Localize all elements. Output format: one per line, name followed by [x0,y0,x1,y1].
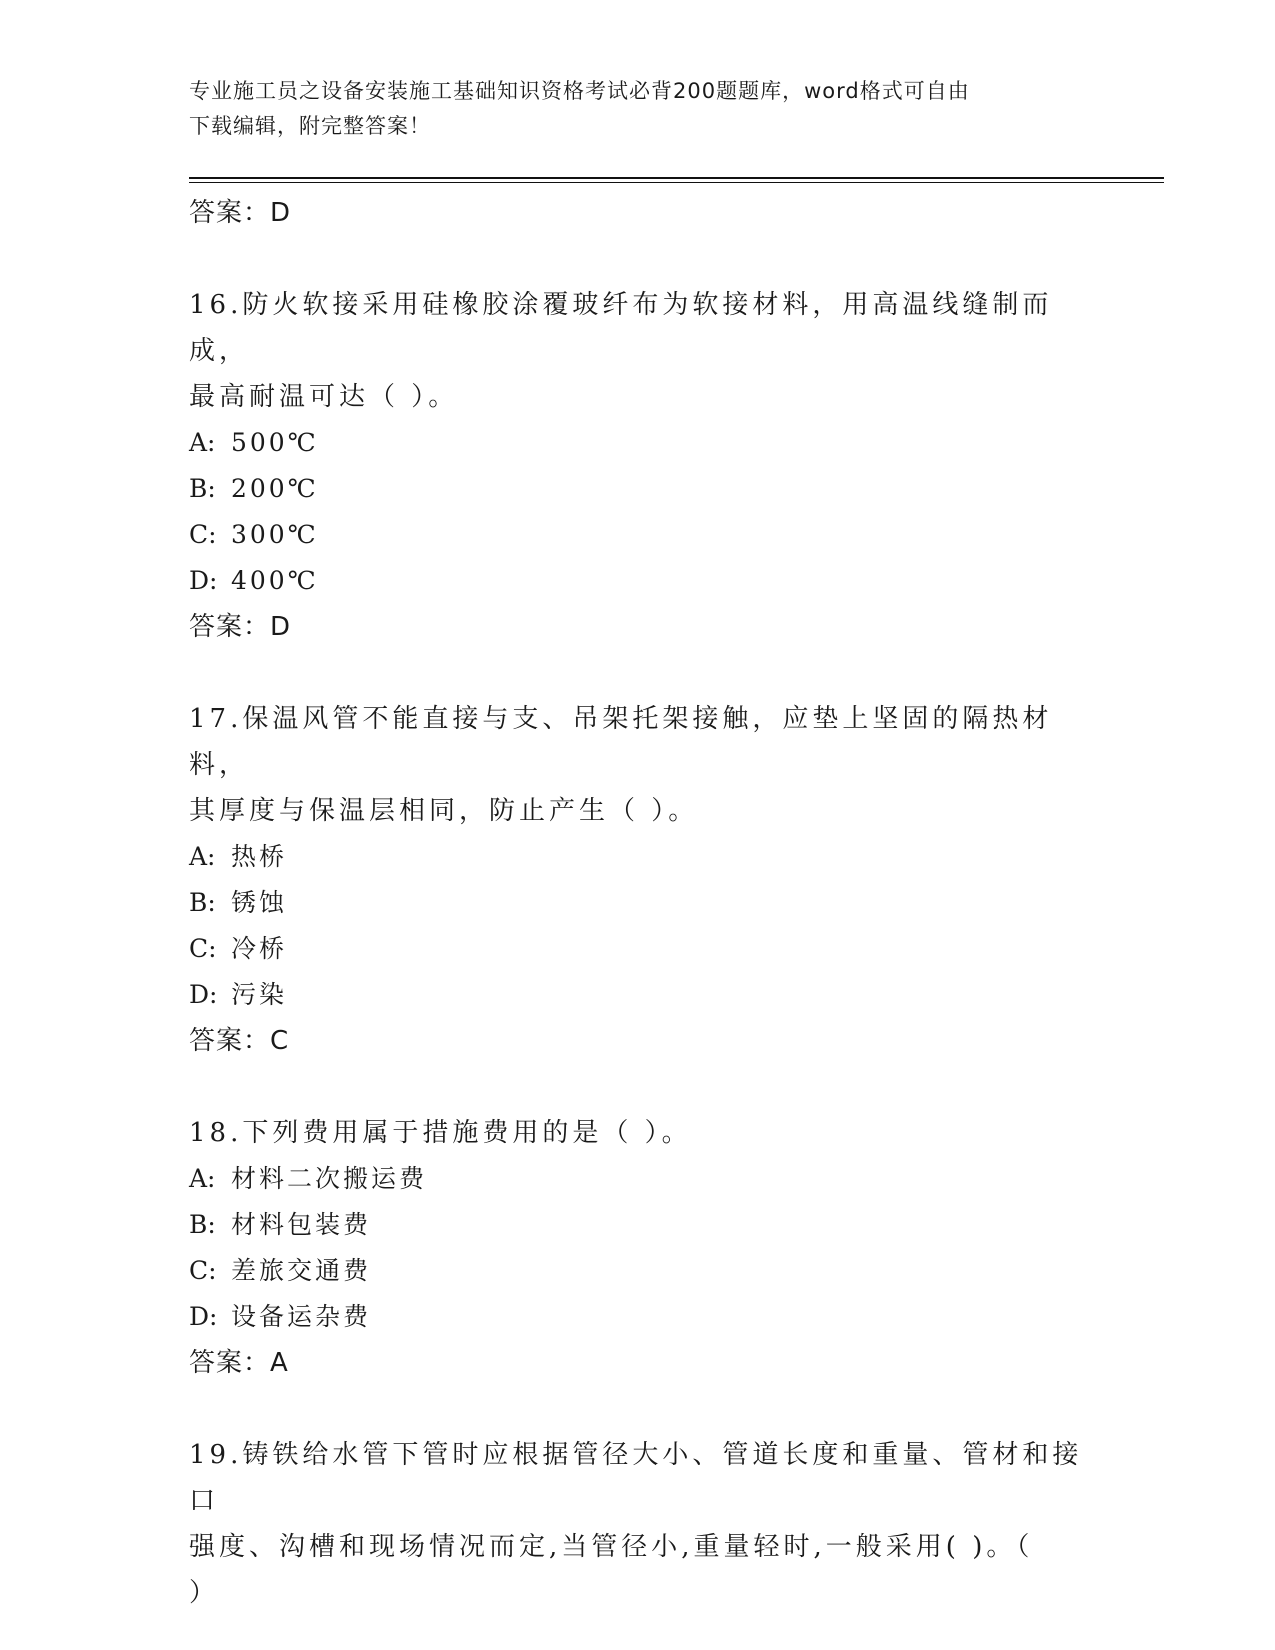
spacer [189,1386,1089,1432]
question-18-option-d [189,1294,1089,1340]
question-16-line-2: 最高耐温可达（ ）。 [189,382,459,412]
question-19 [189,1432,1089,1616]
option-letter: C: [189,520,217,549]
header-line-2: 下载编辑，附完整答案！ [189,114,431,138]
spacer [189,1064,1089,1110]
option-letter: A: [189,428,216,457]
option-letter: A: [189,842,216,871]
question-16-option-d [189,558,1089,604]
option-letter: C: [189,1256,217,1285]
option-text: 300℃ [231,520,319,549]
question-17-line-2: 其厚度与保温层相同，防止产生（ ）。 [189,796,699,826]
header-line-1: 专业施工员之设备安装施工基础知识资格考试必背200题题库，word格式可自由 [189,79,970,103]
question-18 [189,1110,1089,1386]
question-19-line-1: 19.铸铁给水管下管时应根据管径大小、管道长度和重量、管材和接口 [189,1440,1083,1516]
question-17-option-c [189,926,1089,972]
option-text: 200℃ [231,474,319,503]
question-17-option-a [189,834,1089,880]
question-16-option-b [189,466,1089,512]
option-letter: D: [189,1302,218,1331]
answer-15: 答案：D [189,198,292,228]
question-16-line-1: 16.防火软接采用硅橡胶涂覆玻纤布为软接材料，用高温线缝制而成， [189,290,1053,366]
option-letter: A: [189,1164,216,1193]
option-letter: B: [189,1210,216,1239]
document-header [189,74,1089,144]
option-text: 冷桥 [231,934,288,963]
question-16 [189,282,1089,650]
option-letter: B: [189,474,216,503]
question-17 [189,696,1089,1064]
header-divider-thin [189,182,1164,183]
spacer [189,650,1089,696]
question-18-option-a [189,1156,1089,1202]
option-text: 污染 [231,980,288,1009]
option-text: 400℃ [231,566,319,595]
question-18-option-c [189,1248,1089,1294]
option-letter: C: [189,934,217,963]
option-letter: D: [189,566,218,595]
spacer [189,236,1089,282]
question-18-line-1: 18.下列费用属于措施费用的是（ ）。 [189,1118,692,1148]
option-text: 500℃ [231,428,319,457]
option-text: 材料包装费 [231,1210,372,1239]
question-19-line-2: 强度、沟槽和现场情况而定,当管径小,重量轻时,一般采用( )。（ [189,1532,1034,1562]
question-18-option-b [189,1202,1089,1248]
question-17-option-d [189,972,1089,1018]
answer-16: 答案：D [189,612,292,642]
question-16-option-a [189,420,1089,466]
question-19-line-3: ） [189,1578,220,1608]
question-list [189,190,1089,1616]
answer-18: 答案：A [189,1348,289,1378]
question-17-option-b [189,880,1089,926]
question-17-line-1: 17.保温风管不能直接与支、吊架托架接触，应垫上坚固的隔热材料， [189,704,1053,780]
option-text: 锈蚀 [231,888,288,917]
header-divider-thick [189,177,1164,179]
option-text: 材料二次搬运费 [231,1164,428,1193]
question-16-option-c [189,512,1089,558]
option-text: 热桥 [231,842,288,871]
option-text: 设备运杂费 [231,1302,372,1331]
answer-17: 答案：C [189,1026,290,1056]
option-letter: D: [189,980,218,1009]
option-text: 差旅交通费 [231,1256,372,1285]
option-letter: B: [189,888,216,917]
